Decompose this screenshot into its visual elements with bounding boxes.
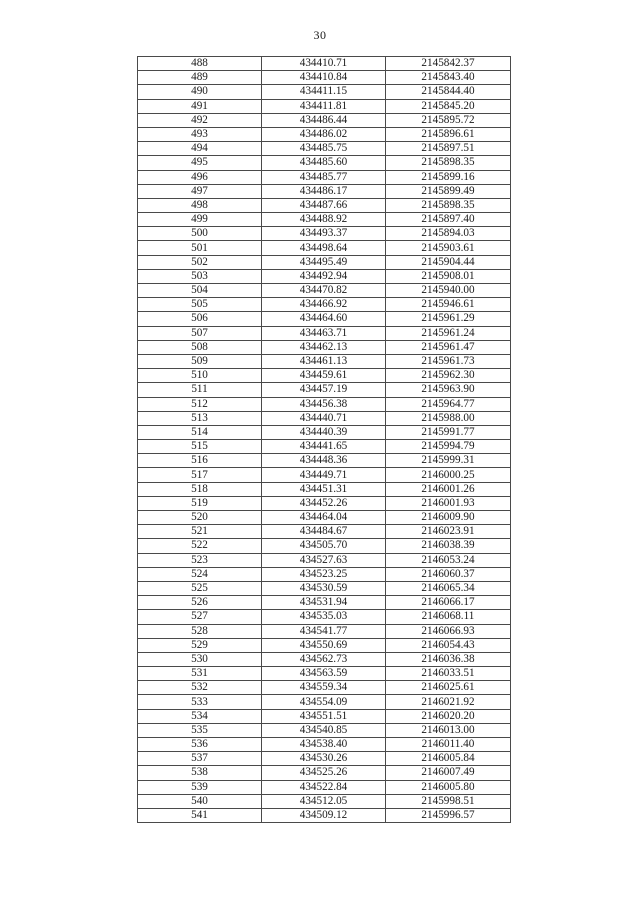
- point-number-cell: 514: [138, 425, 262, 439]
- point-number-cell: 513: [138, 411, 262, 425]
- table-row: [138, 213, 511, 227]
- y-coordinate-cell: 2145898.35: [386, 198, 511, 212]
- y-coordinate-cell: 2145963.90: [386, 383, 511, 397]
- point-number-cell: 541: [138, 808, 262, 822]
- point-number-cell: 506: [138, 312, 262, 326]
- x-coordinate-cell: 434457.19: [262, 383, 386, 397]
- table-row: [138, 794, 511, 808]
- point-number-cell: 501: [138, 241, 262, 255]
- y-coordinate-cell: 2145842.37: [386, 57, 511, 71]
- point-number-cell: 538: [138, 766, 262, 780]
- point-number-cell: 540: [138, 794, 262, 808]
- point-number-cell: 497: [138, 184, 262, 198]
- table-row: [138, 284, 511, 298]
- point-number-cell: 504: [138, 284, 262, 298]
- point-number-cell: 509: [138, 354, 262, 368]
- x-coordinate-cell: 434459.61: [262, 369, 386, 383]
- point-number-cell: 528: [138, 624, 262, 638]
- y-coordinate-cell: 2145999.31: [386, 454, 511, 468]
- table-row: [138, 71, 511, 85]
- x-coordinate-cell: 434470.82: [262, 284, 386, 298]
- x-coordinate-cell: 434464.60: [262, 312, 386, 326]
- x-coordinate-cell: 434452.26: [262, 496, 386, 510]
- y-coordinate-cell: 2145897.40: [386, 213, 511, 227]
- table-row: [138, 440, 511, 454]
- x-coordinate-cell: 434486.44: [262, 113, 386, 127]
- point-number-cell: 539: [138, 780, 262, 794]
- y-coordinate-cell: 2146001.26: [386, 482, 511, 496]
- x-coordinate-cell: 434486.02: [262, 127, 386, 141]
- x-coordinate-cell: 434461.13: [262, 354, 386, 368]
- y-coordinate-cell: 2145844.40: [386, 85, 511, 99]
- x-coordinate-cell: 434509.12: [262, 808, 386, 822]
- table-row: [138, 808, 511, 822]
- table-row: [138, 255, 511, 269]
- point-number-cell: 535: [138, 723, 262, 737]
- x-coordinate-cell: 434551.51: [262, 709, 386, 723]
- point-number-cell: 508: [138, 340, 262, 354]
- x-coordinate-cell: 434449.71: [262, 468, 386, 482]
- y-coordinate-cell: 2146025.61: [386, 681, 511, 695]
- table-row: [138, 567, 511, 581]
- table-row: [138, 85, 511, 99]
- x-coordinate-cell: 434535.03: [262, 610, 386, 624]
- y-coordinate-cell: 2146007.49: [386, 766, 511, 780]
- y-coordinate-cell: 2145897.51: [386, 142, 511, 156]
- y-coordinate-cell: 2146005.80: [386, 780, 511, 794]
- y-coordinate-cell: 2145962.30: [386, 369, 511, 383]
- point-number-cell: 527: [138, 610, 262, 624]
- y-coordinate-cell: 2145899.49: [386, 184, 511, 198]
- y-coordinate-cell: 2145898.35: [386, 156, 511, 170]
- y-coordinate-cell: 2146009.90: [386, 511, 511, 525]
- x-coordinate-cell: 434540.85: [262, 723, 386, 737]
- x-coordinate-cell: 434440.39: [262, 425, 386, 439]
- y-coordinate-cell: 2145961.47: [386, 340, 511, 354]
- y-coordinate-cell: 2145895.72: [386, 113, 511, 127]
- y-coordinate-cell: 2146020.20: [386, 709, 511, 723]
- table-row: [138, 468, 511, 482]
- y-coordinate-cell: 2145899.16: [386, 170, 511, 184]
- table-row: [138, 99, 511, 113]
- y-coordinate-cell: 2146036.38: [386, 652, 511, 666]
- table-row: [138, 326, 511, 340]
- y-coordinate-cell: 2145988.00: [386, 411, 511, 425]
- coordinates-table: [137, 56, 511, 823]
- table-row: [138, 766, 511, 780]
- x-coordinate-cell: 434451.31: [262, 482, 386, 496]
- table-row: [138, 57, 511, 71]
- x-coordinate-cell: 434531.94: [262, 596, 386, 610]
- x-coordinate-cell: 434488.92: [262, 213, 386, 227]
- point-number-cell: 495: [138, 156, 262, 170]
- x-coordinate-cell: 434464.04: [262, 511, 386, 525]
- y-coordinate-cell: 2145991.77: [386, 425, 511, 439]
- table-row: [138, 269, 511, 283]
- y-coordinate-cell: 2146005.84: [386, 752, 511, 766]
- table-row: [138, 354, 511, 368]
- table-row: [138, 340, 511, 354]
- x-coordinate-cell: 434411.81: [262, 99, 386, 113]
- table-row: [138, 496, 511, 510]
- table-row: [138, 695, 511, 709]
- x-coordinate-cell: 434456.38: [262, 397, 386, 411]
- point-number-cell: 491: [138, 99, 262, 113]
- point-number-cell: 522: [138, 539, 262, 553]
- table-row: [138, 312, 511, 326]
- y-coordinate-cell: 2146001.93: [386, 496, 511, 510]
- table-row: [138, 553, 511, 567]
- point-number-cell: 489: [138, 71, 262, 85]
- y-coordinate-cell: 2146066.17: [386, 596, 511, 610]
- x-coordinate-cell: 434527.63: [262, 553, 386, 567]
- point-number-cell: 503: [138, 269, 262, 283]
- x-coordinate-cell: 434441.65: [262, 440, 386, 454]
- x-coordinate-cell: 434410.84: [262, 71, 386, 85]
- y-coordinate-cell: 2145998.51: [386, 794, 511, 808]
- x-coordinate-cell: 434530.26: [262, 752, 386, 766]
- table-row: [138, 511, 511, 525]
- y-coordinate-cell: 2145903.61: [386, 241, 511, 255]
- point-number-cell: 531: [138, 667, 262, 681]
- point-number-cell: 505: [138, 298, 262, 312]
- point-number-cell: 532: [138, 681, 262, 695]
- point-number-cell: 494: [138, 142, 262, 156]
- point-number-cell: 493: [138, 127, 262, 141]
- x-coordinate-cell: 434562.73: [262, 652, 386, 666]
- x-coordinate-cell: 434498.64: [262, 241, 386, 255]
- table-row: [138, 184, 511, 198]
- y-coordinate-cell: 2145940.00: [386, 284, 511, 298]
- y-coordinate-cell: 2145908.01: [386, 269, 511, 283]
- x-coordinate-cell: 434486.17: [262, 184, 386, 198]
- x-coordinate-cell: 434485.75: [262, 142, 386, 156]
- point-number-cell: 529: [138, 638, 262, 652]
- table-row: [138, 667, 511, 681]
- x-coordinate-cell: 434559.34: [262, 681, 386, 695]
- x-coordinate-cell: 434505.70: [262, 539, 386, 553]
- y-coordinate-cell: 2146053.24: [386, 553, 511, 567]
- table-row: [138, 780, 511, 794]
- y-coordinate-cell: 2146021.92: [386, 695, 511, 709]
- table-row: [138, 241, 511, 255]
- table-row: [138, 581, 511, 595]
- y-coordinate-cell: 2145904.44: [386, 255, 511, 269]
- point-number-cell: 521: [138, 525, 262, 539]
- table-row: [138, 198, 511, 212]
- coordinates-table-body: [138, 57, 511, 823]
- point-number-cell: 534: [138, 709, 262, 723]
- x-coordinate-cell: 434492.94: [262, 269, 386, 283]
- point-number-cell: 498: [138, 198, 262, 212]
- y-coordinate-cell: 2145961.73: [386, 354, 511, 368]
- point-number-cell: 517: [138, 468, 262, 482]
- x-coordinate-cell: 434554.09: [262, 695, 386, 709]
- table-row: [138, 638, 511, 652]
- point-number-cell: 500: [138, 227, 262, 241]
- y-coordinate-cell: 2145946.61: [386, 298, 511, 312]
- point-number-cell: 518: [138, 482, 262, 496]
- table-row: [138, 127, 511, 141]
- table-row: [138, 610, 511, 624]
- x-coordinate-cell: 434530.59: [262, 581, 386, 595]
- y-coordinate-cell: 2146066.93: [386, 624, 511, 638]
- table-row: [138, 113, 511, 127]
- point-number-cell: 512: [138, 397, 262, 411]
- table-row: [138, 411, 511, 425]
- x-coordinate-cell: 434484.67: [262, 525, 386, 539]
- point-number-cell: 520: [138, 511, 262, 525]
- table-row: [138, 723, 511, 737]
- x-coordinate-cell: 434448.36: [262, 454, 386, 468]
- point-number-cell: 510: [138, 369, 262, 383]
- table-row: [138, 652, 511, 666]
- x-coordinate-cell: 434550.69: [262, 638, 386, 652]
- page-number: 30: [313, 28, 327, 42]
- y-coordinate-cell: 2146013.00: [386, 723, 511, 737]
- point-number-cell: 525: [138, 581, 262, 595]
- x-coordinate-cell: 434493.37: [262, 227, 386, 241]
- x-coordinate-cell: 434463.71: [262, 326, 386, 340]
- x-coordinate-cell: 434512.05: [262, 794, 386, 808]
- x-coordinate-cell: 434541.77: [262, 624, 386, 638]
- y-coordinate-cell: 2145845.20: [386, 99, 511, 113]
- point-number-cell: 492: [138, 113, 262, 127]
- y-coordinate-cell: 2145994.79: [386, 440, 511, 454]
- y-coordinate-cell: 2145964.77: [386, 397, 511, 411]
- table-row: [138, 397, 511, 411]
- x-coordinate-cell: 434525.26: [262, 766, 386, 780]
- table-row: [138, 298, 511, 312]
- table-row: [138, 681, 511, 695]
- y-coordinate-cell: 2146011.40: [386, 738, 511, 752]
- x-coordinate-cell: 434563.59: [262, 667, 386, 681]
- y-coordinate-cell: 2145843.40: [386, 71, 511, 85]
- x-coordinate-cell: 434485.60: [262, 156, 386, 170]
- point-number-cell: 526: [138, 596, 262, 610]
- y-coordinate-cell: 2145894.03: [386, 227, 511, 241]
- point-number-cell: 523: [138, 553, 262, 567]
- point-number-cell: 511: [138, 383, 262, 397]
- point-number-cell: 519: [138, 496, 262, 510]
- point-number-cell: 499: [138, 213, 262, 227]
- table-row: [138, 454, 511, 468]
- table-row: [138, 596, 511, 610]
- table-row: [138, 752, 511, 766]
- x-coordinate-cell: 434487.66: [262, 198, 386, 212]
- table-row: [138, 156, 511, 170]
- table-row: [138, 624, 511, 638]
- point-number-cell: 496: [138, 170, 262, 184]
- point-number-cell: 488: [138, 57, 262, 71]
- y-coordinate-cell: 2146060.37: [386, 567, 511, 581]
- y-coordinate-cell: 2146033.51: [386, 667, 511, 681]
- table-row: [138, 709, 511, 723]
- point-number-cell: 516: [138, 454, 262, 468]
- x-coordinate-cell: 434485.77: [262, 170, 386, 184]
- table-row: [138, 170, 511, 184]
- table-row: [138, 425, 511, 439]
- x-coordinate-cell: 434495.49: [262, 255, 386, 269]
- x-coordinate-cell: 434523.25: [262, 567, 386, 581]
- y-coordinate-cell: 2145961.24: [386, 326, 511, 340]
- point-number-cell: 536: [138, 738, 262, 752]
- point-number-cell: 524: [138, 567, 262, 581]
- point-number-cell: 507: [138, 326, 262, 340]
- y-coordinate-cell: 2146054.43: [386, 638, 511, 652]
- x-coordinate-cell: 434462.13: [262, 340, 386, 354]
- x-coordinate-cell: 434538.40: [262, 738, 386, 752]
- y-coordinate-cell: 2146000.25: [386, 468, 511, 482]
- point-number-cell: 502: [138, 255, 262, 269]
- table-row: [138, 539, 511, 553]
- point-number-cell: 533: [138, 695, 262, 709]
- x-coordinate-cell: 434440.71: [262, 411, 386, 425]
- table-row: [138, 369, 511, 383]
- y-coordinate-cell: 2146065.34: [386, 581, 511, 595]
- point-number-cell: 515: [138, 440, 262, 454]
- table-row: [138, 482, 511, 496]
- x-coordinate-cell: 434522.84: [262, 780, 386, 794]
- table-row: [138, 142, 511, 156]
- x-coordinate-cell: 434466.92: [262, 298, 386, 312]
- x-coordinate-cell: 434411.15: [262, 85, 386, 99]
- y-coordinate-cell: 2145896.61: [386, 127, 511, 141]
- table-row: [138, 383, 511, 397]
- point-number-cell: 530: [138, 652, 262, 666]
- y-coordinate-cell: 2146068.11: [386, 610, 511, 624]
- point-number-cell: 537: [138, 752, 262, 766]
- y-coordinate-cell: 2146023.91: [386, 525, 511, 539]
- point-number-cell: 490: [138, 85, 262, 99]
- table-row: [138, 227, 511, 241]
- table-row: [138, 525, 511, 539]
- y-coordinate-cell: 2145961.29: [386, 312, 511, 326]
- table-row: [138, 738, 511, 752]
- x-coordinate-cell: 434410.71: [262, 57, 386, 71]
- y-coordinate-cell: 2145996.57: [386, 808, 511, 822]
- y-coordinate-cell: 2146038.39: [386, 539, 511, 553]
